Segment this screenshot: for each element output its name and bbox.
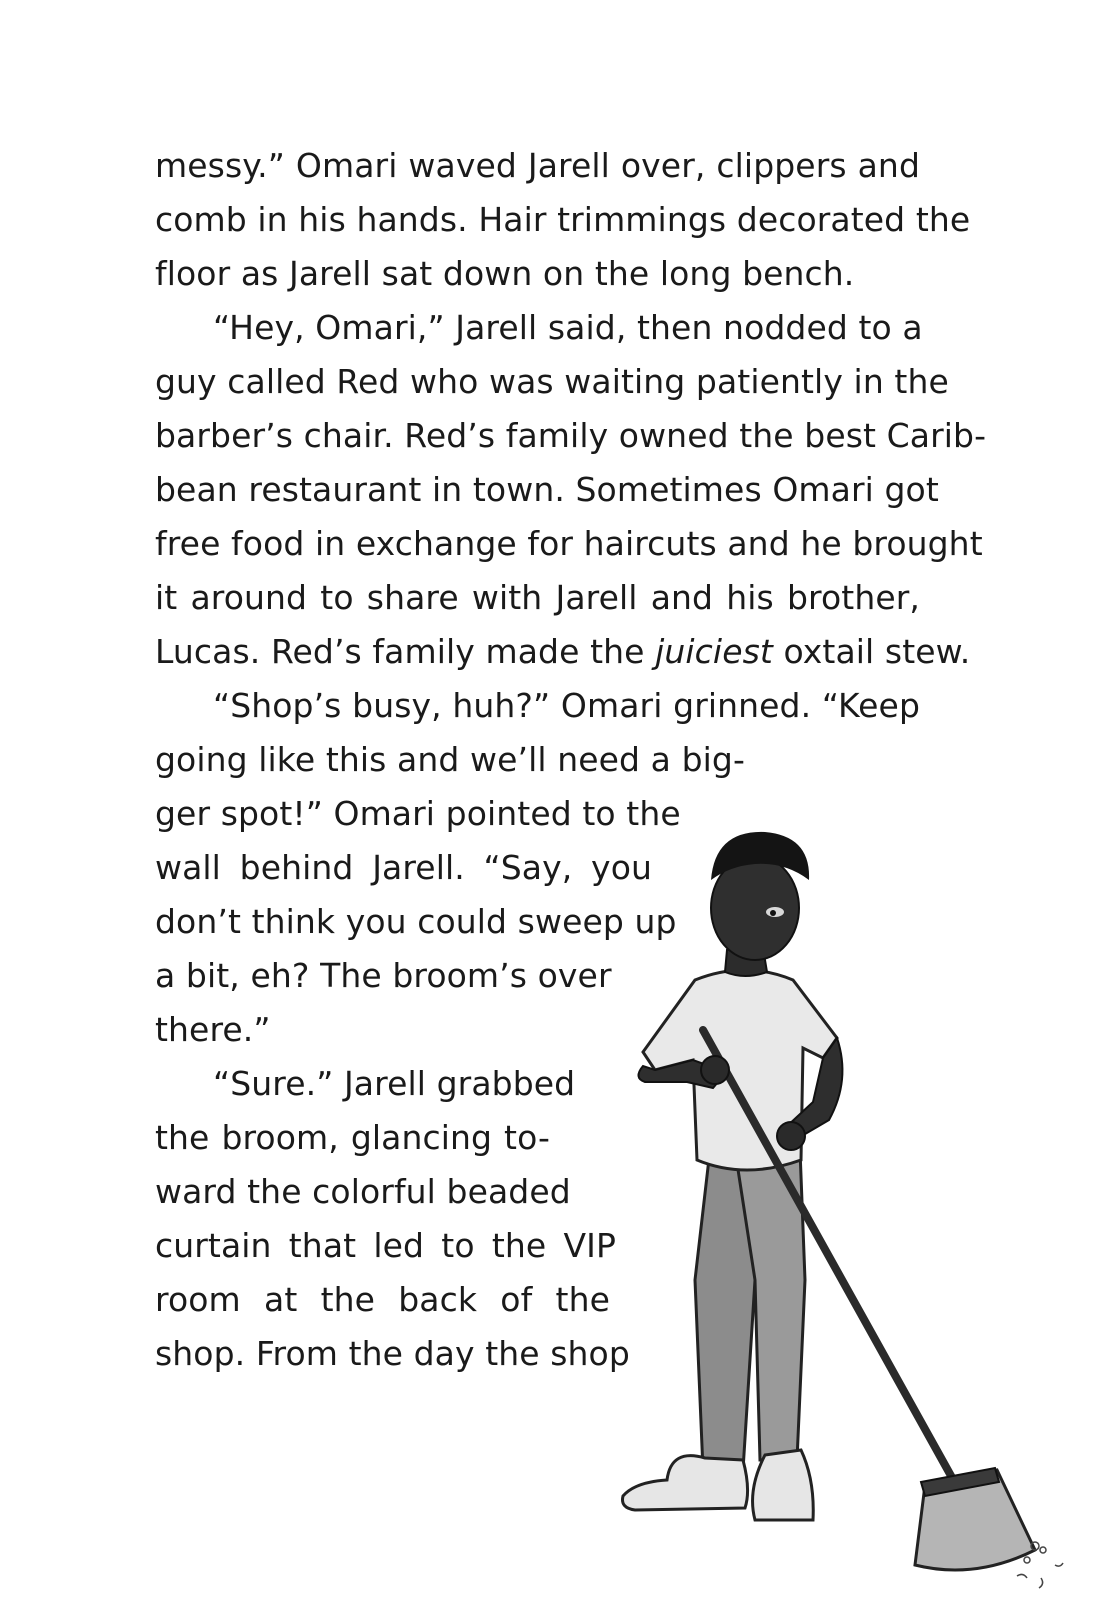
text-line: wall behind Jarell. “Say, you: [155, 848, 652, 887]
text-line: comb in his hands. Hair trimmings decorated the: [155, 200, 971, 239]
right-shoe: [753, 1450, 814, 1520]
text-line: “Hey, Omari,” Jarell said, then nodded to a: [213, 308, 923, 347]
text-line: “Shop’s busy, huh?” Omari grinned. “Keep: [213, 686, 920, 725]
text-line: guy called Red who was waiting patiently in the: [155, 362, 949, 401]
text-line: “Sure.” Jarell grabbed: [213, 1064, 576, 1103]
text-line: shop. From the day the shop: [155, 1334, 630, 1373]
text-line: a bit, eh? The broom’s over: [155, 956, 612, 995]
pupil: [770, 910, 776, 916]
text-line: curtain that led to the VIP: [155, 1226, 616, 1265]
text-line: barber’s chair. Red’s family owned the best Carib-: [155, 416, 987, 455]
text-line: ward the colorful beaded: [155, 1172, 571, 1211]
text-run: Lucas. Red’s family made the: [155, 632, 656, 671]
left-shoe: [623, 1456, 748, 1510]
boy-sweeping-illustration: [615, 820, 1101, 1600]
text-line: room at the back of the: [155, 1280, 610, 1319]
text-run: oxtail stew.: [772, 632, 971, 671]
text-line: free food in exchange for haircuts and he brought: [155, 524, 983, 563]
italic-word: juiciest: [655, 632, 773, 671]
text-line: there.”: [155, 1010, 271, 1049]
right-hand: [777, 1122, 805, 1150]
text-line: going like this and we’ll need a big-: [155, 740, 745, 779]
text-line: the broom, glancing to-: [155, 1118, 550, 1157]
text-line: messy.” Omari waved Jarell over, clippers and: [155, 146, 920, 185]
text-line: don’t think you could sweep up: [155, 902, 677, 941]
text-line: ger spot!” Omari pointed to the: [155, 794, 681, 833]
text-line: [155, 625, 971, 679]
text-line: bean restaurant in town. Sometimes Omari got: [155, 470, 939, 509]
left-hand: [701, 1056, 729, 1084]
text-line: it around to share with Jarell and his brother,: [155, 578, 920, 617]
text-line: floor as Jarell sat down on the long bench.: [155, 254, 855, 293]
